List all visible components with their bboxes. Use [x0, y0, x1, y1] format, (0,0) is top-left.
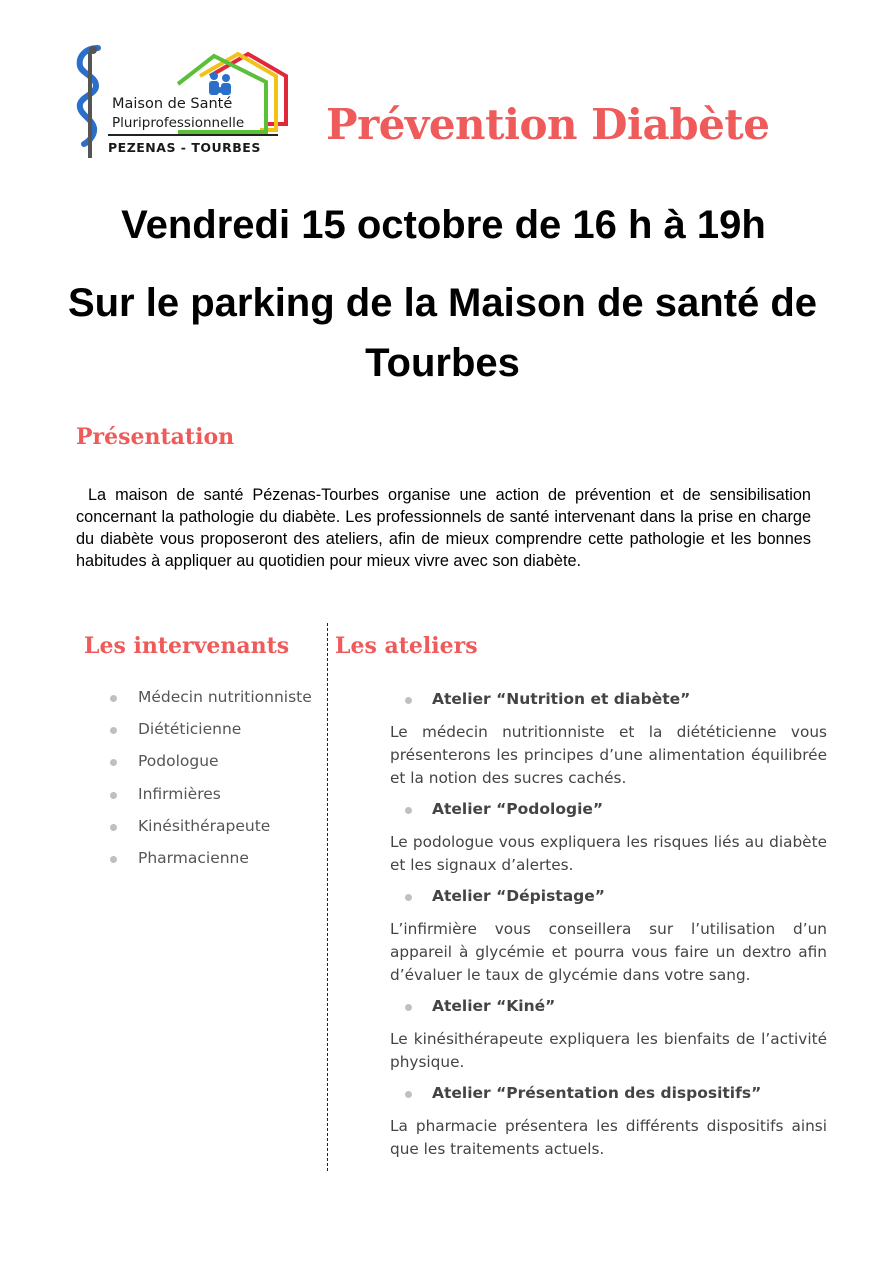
ateliers-heading: Les ateliers — [335, 633, 478, 659]
atelier-title — [405, 800, 603, 818]
intervenant-label: Médecin nutritionniste — [138, 688, 312, 706]
bullet-icon — [405, 807, 412, 814]
column-divider — [327, 623, 328, 1171]
bullet-icon — [405, 697, 412, 704]
presentation-heading: Présentation — [76, 424, 235, 450]
atelier-title — [405, 887, 605, 905]
atelier-description: Le kinésithérapeute expliquera les bienfaits de l’activité physique. — [390, 1030, 827, 1071]
event-place: Sur le parking de la Maison de santé de Tourbes — [67, 281, 818, 385]
bullet-icon — [405, 1091, 412, 1098]
bullet-icon — [110, 759, 117, 766]
atelier-title-text: Atelier “Présentation des dispositifs” — [432, 1084, 762, 1102]
list-item — [110, 720, 312, 752]
bullet-icon — [110, 727, 117, 734]
event-date: Vendredi 15 octobre de 16 h à 19h — [121, 203, 766, 247]
logo-subtitle: Pluriprofessionnelle — [112, 115, 245, 131]
bullet-icon — [110, 824, 117, 831]
logo-name: Maison de Santé — [112, 96, 233, 112]
atelier-title-text: Atelier “Kiné” — [432, 997, 556, 1015]
intervenant-label: Kinésithérapeute — [138, 816, 271, 835]
intervenants-heading: Les intervenants — [84, 633, 290, 659]
bullet-icon — [405, 894, 412, 901]
atelier-title-text: Atelier “Dépistage” — [432, 887, 605, 905]
atelier-title-text: Atelier “Nutrition et diabète” — [432, 690, 691, 708]
bullet-icon — [110, 695, 117, 702]
logo-location: PEZENAS - TOURBES — [108, 140, 261, 155]
atelier-title-text: Atelier “Podologie” — [432, 800, 604, 818]
list-item — [110, 785, 312, 817]
list-item — [110, 752, 312, 784]
bullet-icon — [110, 792, 117, 799]
bullet-icon — [405, 1004, 412, 1011]
atelier-description: L’infirmière vous conseillera sur l’utilisation d’un appareil à glycémie et pourra vous faire un dextro afin d’évaluer le taux de glycémie dans votre sang. — [390, 920, 827, 984]
intervenants-list — [110, 688, 312, 881]
intervenant-label: Diététicienne — [138, 720, 242, 739]
page-title: Prévention Diabète — [326, 100, 770, 149]
logo-divider — [108, 134, 278, 136]
atelier-description: La pharmacie présentera les différents dispositifs ainsi que les traitements actuels. — [390, 1117, 827, 1158]
atelier-description: Le podologue vous expliquera les risques liés au diabète et les signaux d’alertes. — [390, 833, 827, 874]
atelier-description: Le médecin nutritionniste et la diététicienne vous présenterons les principes d’une alimentation équilibrée et la notion des sucres cachés. — [390, 723, 827, 787]
logo — [68, 44, 298, 164]
intervenant-label: Pharmacienne — [138, 848, 249, 867]
list-item — [110, 817, 312, 849]
list-item — [110, 849, 312, 881]
atelier-title — [405, 690, 690, 708]
presentation-text: La maison de santé Pézenas-Tourbes organise une action de prévention et de sensibilisation concernant la pathologie du diabète. Les professionnels de santé intervenant dans la prise en charge du diabète vous proposeront des ateliers, afin de mieux comprendre cette pathologie et les bonnes habitudes à appliquer au quotidien pour mieux vivre avec son diabète. — [76, 486, 811, 570]
intervenant-label: Podologue — [138, 752, 219, 771]
atelier-title — [405, 1084, 761, 1102]
atelier-title — [405, 997, 555, 1015]
intervenant-label: Infirmières — [138, 784, 221, 803]
list-item — [110, 688, 312, 720]
bullet-icon — [110, 856, 117, 863]
